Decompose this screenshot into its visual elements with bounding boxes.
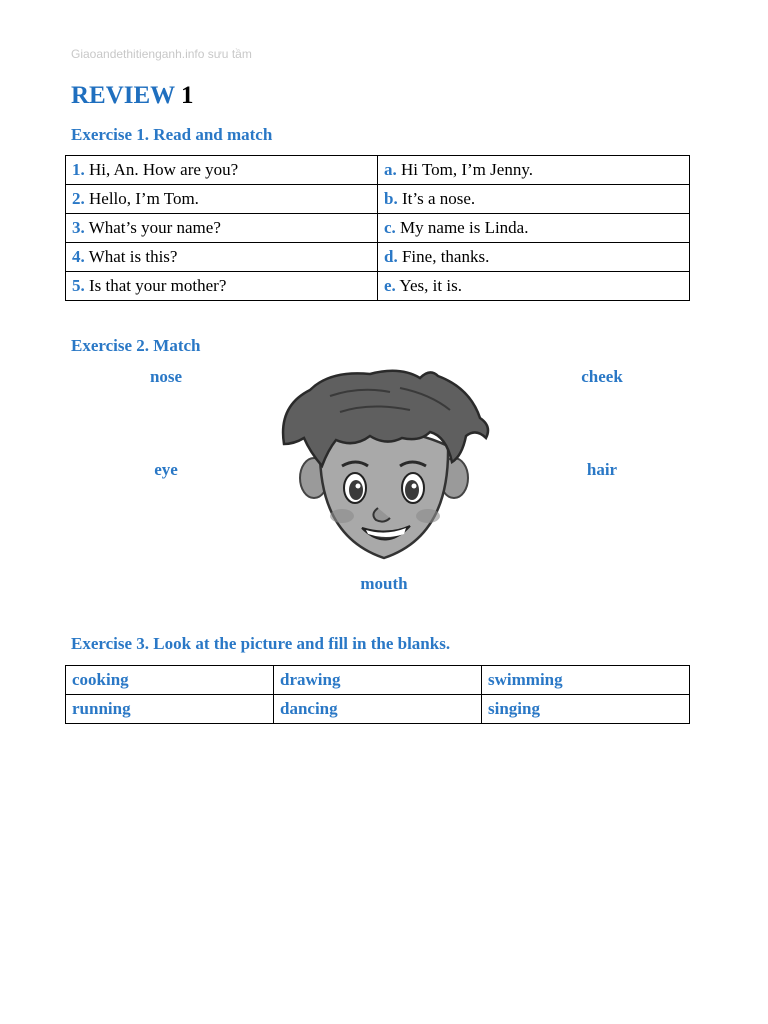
table-row <box>66 156 690 185</box>
item-text: Hello, I’m Tom. <box>84 189 199 208</box>
item-letter: b. <box>384 189 398 208</box>
boy-face-image <box>270 366 498 564</box>
item-text: Hi Tom, I’m Jenny. <box>396 160 533 179</box>
word-cell: drawing <box>274 666 482 695</box>
table-row <box>66 666 690 695</box>
exercise-2-heading: Exercise 2. Match <box>71 336 201 355</box>
exercise-1-table <box>65 155 690 301</box>
item-number: 5. <box>72 276 85 295</box>
item-text: It’s a nose. <box>397 189 476 208</box>
item-text: Is that your mother? <box>84 276 227 295</box>
item-text: Yes, it is. <box>395 276 462 295</box>
item-letter: c. <box>384 218 396 237</box>
word-cell: running <box>66 695 274 724</box>
word-nose: nose <box>149 367 183 386</box>
table-row <box>66 185 690 214</box>
table-row <box>66 214 690 243</box>
word-cell: singing <box>482 695 690 724</box>
answer-cell <box>378 156 690 185</box>
question-cell <box>66 243 378 272</box>
question-cell <box>66 185 378 214</box>
table-row <box>66 272 690 301</box>
answer-cell <box>378 214 690 243</box>
item-text: Fine, thanks. <box>397 247 490 266</box>
watermark: Giaoandethitienganh.info sưu tầm <box>71 47 252 61</box>
item-text: What is this? <box>84 247 178 266</box>
title-review: REVIEW <box>71 82 175 109</box>
exercise-1-heading: Exercise 1. Read and match <box>71 125 273 144</box>
item-letter: a. <box>384 160 397 179</box>
item-number: 3. <box>72 218 85 237</box>
word-cell: swimming <box>482 666 690 695</box>
exercise-3-table <box>65 665 690 724</box>
word-cell: dancing <box>274 695 482 724</box>
word-cheek: cheek <box>581 367 623 386</box>
page-title <box>71 82 194 110</box>
word-hair: hair <box>586 460 618 479</box>
item-text: What’s your name? <box>84 218 221 237</box>
word-eye: eye <box>154 460 178 479</box>
item-text: My name is Linda. <box>395 218 529 237</box>
item-letter: d. <box>384 247 398 266</box>
item-number: 2. <box>72 189 85 208</box>
answer-cell <box>378 272 690 301</box>
question-cell <box>66 214 378 243</box>
table-row <box>66 243 690 272</box>
answer-cell <box>378 185 690 214</box>
exercise-3-heading: Exercise 3. Look at the picture and fill in the blanks. <box>71 634 451 653</box>
answer-cell <box>378 243 690 272</box>
item-text: Hi, An. How are you? <box>84 160 239 179</box>
word-mouth: mouth <box>360 574 408 593</box>
question-cell <box>66 156 378 185</box>
item-letter: e. <box>384 276 396 295</box>
item-number: 4. <box>72 247 85 266</box>
word-cell: cooking <box>66 666 274 695</box>
item-number: 1. <box>72 160 85 179</box>
question-cell <box>66 272 378 301</box>
title-number: 1 <box>181 82 194 109</box>
table-row <box>66 695 690 724</box>
